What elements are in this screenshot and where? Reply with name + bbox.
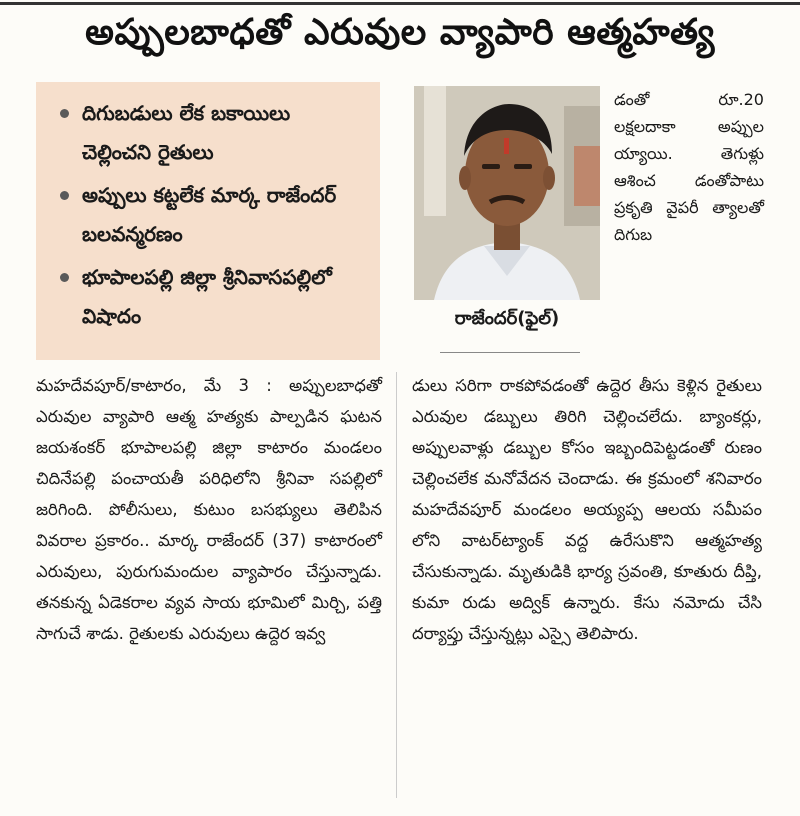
- bullet-icon: [60, 109, 69, 118]
- caption-rule: [440, 352, 580, 353]
- top-rule: [0, 2, 800, 5]
- body-column-right: [412, 370, 762, 649]
- highlight-item: [56, 258, 366, 336]
- column-divider: [396, 372, 397, 798]
- side-text: డంతో రూ.20 లక్షలదాకా అప్పుల య్యాయి. తెగుళ్లు ఆశించ డంతోపాటు ప్రకృతి వైపరీ త్యాలతో దిగుబ: [614, 90, 764, 244]
- highlight-text: దిగుబడులు లేక బకాయిలు చెల్లించని రైతులు: [82, 101, 291, 164]
- body-right-text: డులు సరిగా రాకపోవడంతో ఉద్దెర తీసు కెళ్లిన రైతులు ఎరువుల డబ్బులు తిరిగి చెల్లించలేదు. బ్యాంకర్లు, అప్పులవాళ్లు డబ్బుల కోసం ఇబ్బందిపెట్టడంతో రుణం చెల్లించలేక మనోవేదన చెందాడు. ఈ క్రమంలో శనివారం మహదేవపూర్ మండలం అయ్యప్ప ఆలయ సమీపం లోని వాటర్‌ట్యాంక్ వద్ద ఉరేసుకొని ఆత్మహత్య చేసుకున్నాడు. మృతుడికి భార్య స్రవంతి, కూతురు దీప్తి, కుమా రుడు అద్విక్ ఉన్నారు. కేసు నమోదు చేసి దర్యాప్తు చేస్తున్నట్లు ఎస్సై తెలిపారు.: [412, 376, 762, 643]
- highlights-box: [36, 82, 380, 360]
- bullet-icon: [60, 273, 69, 282]
- highlight-text: భూపాలపల్లి జిల్లా శ్రీనివాసపల్లిలో విషాదం: [82, 265, 332, 328]
- highlight-item: [56, 94, 366, 172]
- headline: అప్పులబాధతో ఎరువుల వ్యాపారి ఆత్మహత్య: [85, 12, 715, 53]
- portrait-photo: [414, 86, 600, 300]
- body-column-left: [36, 370, 382, 649]
- bullet-icon: [60, 191, 69, 200]
- highlight-text: అప్పులు కట్టలేక మార్క రాజేందర్ బలవన్మరణం: [82, 183, 337, 246]
- side-text-column: [614, 86, 764, 248]
- photo-caption: రాజేందర్(ఫైల్): [454, 308, 560, 329]
- body-left-text: మహదేవపూర్/కాటారం, మే 3 : అప్పులబాధతో ఎరువుల వ్యాపారి ఆత్మ హత్యకు పాల్పడిన ఘటన జయశంకర్ భూపాలపల్లి జిల్లా కాటారం మండలం చిదినేపల్లి పంచాయతీ పరిధిలోని శ్రీనివా సపల్లిలో జరిగింది. పోలీసులు, కుటుం బసభ్యులు తెలిపిన వివరాల ప్రకారం.. మార్క రాజేందర్ (37) కాటారంలో ఎరువులు, పురుగుమందుల వ్యాపారం చేస్తున్నాడు. తనకున్న ఏడెకరాల వ్యవ సాయ భూమిలో మిర్చి, పత్తి సాగుచే శాడు. రైతులకు ఎరువులు ఉద్దెర ఇవ్వ: [36, 376, 382, 643]
- highlight-item: [56, 176, 366, 254]
